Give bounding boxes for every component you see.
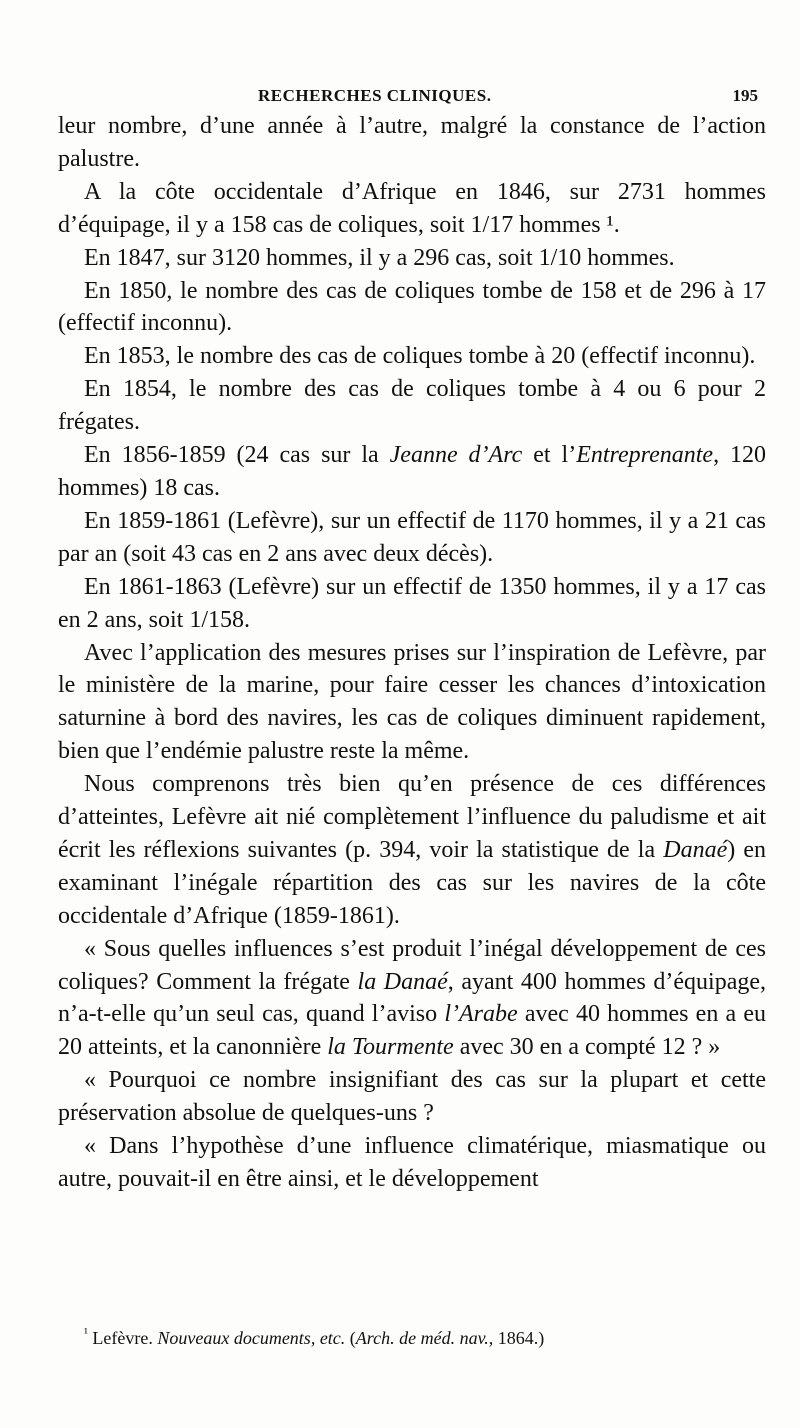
paragraph-10: Avec l’application des mesures prises sur l’inspiration de Lefèvre, par le ministère de la marine, pour faire cesser les chances d’intoxication saturnine à bord des navires, les cas de coliques diminuent rapidement, bien que l’endémie palustre reste la même. [58,639,766,765]
paragraph-2: A la côte occidentale d’Afrique en 1846, sur 2731 hommes d’équipage, il y a 158 cas de coliques, soit 1/17 hommes ¹. [58,178,766,238]
footnote-year: , 1864.) [488,1328,545,1348]
ship-name-tourmente: la Tourmente [327,1034,454,1061]
paragraph-4: En 1850, le nombre des cas de coliques tombe de 158 et de 296 à 17 (effectif inconnu). [58,277,766,337]
paragraph-14: « Dans l’hypothèse d’une influence climatérique, miasmatique ou autre, pouvait-il en être ainsi, et le développement [58,1133,766,1192]
paragraph-7 [58,439,766,505]
paragraph-1: leur nombre, d’une année à l’autre, malgré la constance de l’action palustre. [58,113,766,172]
paragraph-12-part-7: avec 30 en a compté 12 ? » [453,1034,721,1061]
paragraph-13: « Pourquoi ce nombre insignifiant des cas sur la plupart et cette préservation absolue de quelques-uns ? [58,1067,766,1127]
paragraph-7-part-3: et l’ [522,442,577,469]
paragraph-12 [58,933,766,1065]
paragraph-7-part-5: , 120 hommes) 18 cas. [58,442,767,501]
paragraph-9: En 1861-1863 (Lefèvre) sur un effectif de 1350 hommes, il y a 17 cas en 2 ans, soit 1/158. [58,573,766,633]
footnote-mark: ¹ [84,1325,88,1340]
ship-name-jeanne-darc: Jeanne d’Arc [389,442,523,469]
paragraph-3: En 1847, sur 3120 hommes, il y a 296 cas, soit 1/10 hommes. [84,244,675,271]
ship-name-arabe: l’Arabe [444,1001,518,1028]
paragraph-8: En 1859-1861 (Lefèvre), sur un effectif de 1170 hommes, il y a 21 cas par an (soit 43 cas en 2 ans avec deux décès). [58,507,766,567]
ship-name-la-danae: la Danaé [357,968,448,995]
page-header [258,86,758,110]
footnote-title: Nouveaux documents, etc. [157,1328,346,1348]
paragraph-11-part-3: ) en examinant l’inégale répartition des cas sur les navires de la côte occidentale d’Afrique (1859-1861). [58,836,766,929]
paragraph-11 [58,768,766,933]
paragraph-12-part-1: « Sous quelles influences s’est produit l’inégal développement de ces coliques? Comment la frégate [58,935,766,995]
paragraph-7-part-1: En 1856-1859 (24 cas sur la [84,442,390,469]
paragraph-5: En 1853, le nombre des cas de coliques tombe à 20 (effectif inconnu). [84,343,756,370]
paragraph-12-part-5: avec 40 hommes en a eu 20 atteints, et la canonnière [58,1001,766,1061]
footnote-part-3: ( [345,1328,356,1348]
body-text [58,110,766,1196]
footnote [58,1326,766,1350]
ship-name-entreprenante: Entreprenante [576,442,714,469]
running-head: RECHERCHES CLINIQUES. [258,86,492,105]
ship-name-danae: Danaé [663,836,728,863]
paragraph-11-part-1: Nous comprenons très bien qu’en présence de ces différences d’atteintes, Lefèvre ait nié complètement l’influence du paludisme et ait écrit les réflexions suivantes (p. 394, voir la statistique de la [58,771,766,863]
footnote-author: Lefèvre. [87,1328,158,1348]
paragraph-12-part-3: , ayant 400 hommes d’équipage, n’a-t-elle qu’un seul cas, quand l’aviso [58,968,767,1028]
footnote-journal: Arch. de méd. nav. [355,1328,489,1348]
paragraph-6: En 1854, le nombre des cas de coliques tombe à 4 ou 6 pour 2 frégates. [58,376,766,436]
page-number: 195 [732,86,758,105]
